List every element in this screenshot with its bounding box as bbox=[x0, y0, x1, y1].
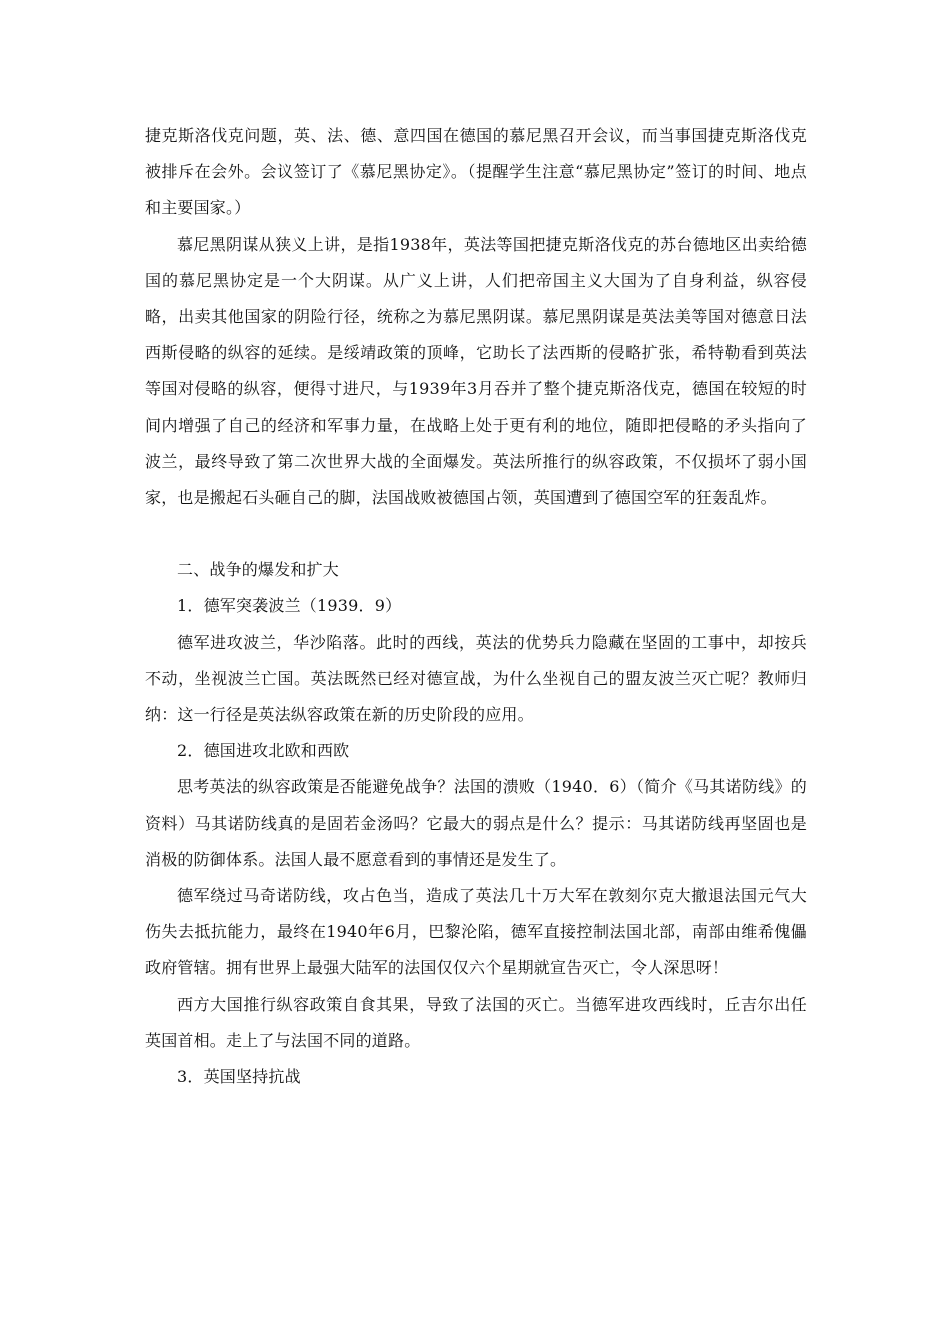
paragraph-churchill: 西方大国推行纵容政策自食其果，导致了法国的灭亡。当德军进攻西线时，丘吉尔出任英国首相。走上了与法国不同的道路。 bbox=[145, 994, 807, 1050]
subheading-poland: 1．德军突袭波兰（1939．9） bbox=[177, 596, 402, 616]
paragraph-fall-of-france: 德军绕过马奇诺防线，攻占色当，造成了英法几十万大军在敦刻尔克大撤退法国元气大伤失去抵抗能力，最终在1940年6月，巴黎沦陷，德军直接控制法国北部，南部由维希傀儡政府管辖。拥有世界上最强大陆军的法国仅仅六个星期就宣告灭亡，令人深思呀！ bbox=[145, 886, 807, 978]
subheading-britain-resists: 3．英国坚持抗战 bbox=[177, 1067, 301, 1087]
document-body bbox=[145, 118, 807, 1095]
paragraph-munich-conference: 捷克斯洛伐克问题，英、法、德、意四国在德国的慕尼黑召开会议，而当事国捷克斯洛伐克被排斥在会外。会议签订了《慕尼黑协定》。（提醒学生注意“慕尼黑协定”签订的时间、地点和主要国家。） bbox=[145, 126, 807, 218]
subheading-north-west-europe: 2．德国进攻北欧和西欧 bbox=[177, 741, 350, 761]
section-heading-war-outbreak: 二、战争的爆发和扩大 bbox=[177, 560, 340, 580]
section-spacer bbox=[145, 516, 807, 552]
paragraph-munich-conspiracy: 慕尼黑阴谋从狭义上讲，是指1938年，英法等国把捷克斯洛伐克的苏台德地区出卖给德国的慕尼黑协定是一个大阴谋。从广义上讲，人们把帝国主义大国为了自身利益，纵容侵略，出卖其他国家的阴险行径，统称之为慕尼黑阴谋。慕尼黑阴谋是英法美等国对德意日法西斯侵略的纵容的延续。是绥靖政策的顶峰，它助长了法西斯的侵略扩张，希特勒看到英法等国对侵略的纵容，便得寸进尺，与1939年3月吞并了整个捷克斯洛伐克，德国在较短的时间内增强了自己的经济和军事力量，在战略上处于更有利的地位，随即把侵略的矛头指向了波兰，最终导致了第二次世界大战的全面爆发。英法所推行的纵容政策，不仅损坏了弱小国家，也是搬起石头砸自己的脚，法国战败被德国占领，英国遭到了德国空军的狂轰乱炸。 bbox=[145, 234, 807, 508]
paragraph-maginot-line: 思考英法的纵容政策是否能避免战争？法国的溃败（1940．6）（简介《马其诺防线》的资料）马其诺防线真的是固若金汤吗？它最大的弱点是什么？提示：马其诺防线再坚固也是消极的防御体系。法国人最不愿意看到的事情还是发生了。 bbox=[145, 777, 807, 869]
paragraph-poland: 德军进攻波兰，华沙陷落。此时的西线，英法的优势兵力隐藏在坚固的工事中，却按兵不动，坐视波兰亡国。英法既然已经对德宣战，为什么坐视自己的盟友波兰灭亡呢？教师归纳：这一行径是英法纵容政策在新的历史阶段的应用。 bbox=[145, 632, 807, 725]
